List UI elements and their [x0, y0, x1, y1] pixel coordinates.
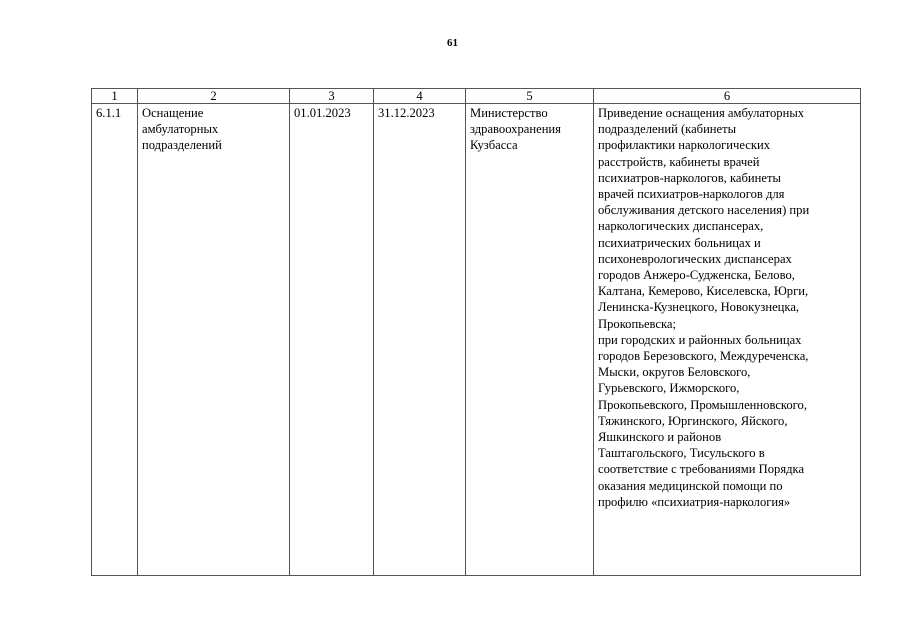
result-line: городов Березовского, Междуреченска,: [598, 349, 809, 364]
expected-result-cell: [594, 104, 861, 576]
measures-table: [91, 88, 861, 576]
result-line: Приведение оснащения амбулаторных: [598, 106, 805, 120]
header-cell-6: 6: [594, 89, 861, 104]
result-line: психоневрологических диспансерах: [598, 251, 792, 266]
header-cell-2: 2: [138, 89, 290, 104]
executor-line: Кузбасса: [470, 138, 518, 153]
result-line: Калтана, Кемерово, Киселевска, Юрги,: [598, 284, 809, 299]
table-row: [92, 104, 861, 576]
result-line: врачей психиатров-наркологов для: [598, 187, 785, 202]
header-row: [92, 89, 861, 104]
result-line: подразделений (кабинеты: [598, 122, 737, 137]
end-date-cell: 31.12.2023: [374, 104, 466, 576]
result-line: оказания медицинской помощи по: [598, 478, 783, 493]
header-cell-4: 4: [374, 89, 466, 104]
measure-name-cell: [138, 104, 290, 576]
measure-name-line: Оснащение: [142, 106, 204, 120]
result-line: профилю «психиатрия-наркология»: [598, 494, 791, 509]
header-cell-5: 5: [466, 89, 594, 104]
executor-line: здравоохранения: [470, 122, 561, 137]
result-line: наркологических диспансерах,: [598, 219, 764, 234]
result-line: Гурьевского, Ижморского,: [598, 381, 740, 396]
result-line: Прокопьевского, Промышленновского,: [598, 397, 807, 412]
result-line: Мыски, округов Беловского,: [598, 365, 751, 380]
result-line: Тяжинского, Юргинского, Яйского,: [598, 413, 788, 428]
header-cell-3: 3: [290, 89, 374, 104]
result-line: обслуживания детского населения) при: [598, 203, 810, 218]
result-line: психиатрических больницах и: [598, 235, 761, 250]
measure-name-line: амбулаторных: [142, 122, 219, 137]
measure-name-line: подразделений: [142, 138, 222, 153]
item-number-cell: 6.1.1: [92, 104, 138, 576]
result-line: Ленинска-Кузнецкого, Новокузнецка,: [598, 300, 800, 315]
result-line: расстройств, кабинеты врачей: [598, 154, 760, 169]
result-line: городов Анжеро-Судженска, Белово,: [598, 268, 795, 283]
result-line: Таштагольского, Тисульского в: [598, 446, 765, 461]
result-line: Яшкинского и районов: [598, 430, 722, 445]
executor-cell: [466, 104, 594, 576]
result-line: соответствие с требованиями Порядка: [598, 462, 805, 477]
result-line: психиатров-наркологов, кабинеты: [598, 170, 781, 185]
result-line: профилактики наркологических: [598, 138, 771, 153]
result-line: Прокопьевска;: [598, 316, 677, 331]
executor-line: Министерство: [470, 106, 548, 120]
result-line: при городских и районных больницах: [598, 332, 802, 347]
header-cell-1: 1: [92, 89, 138, 104]
page-number: 61: [447, 37, 458, 49]
start-date-cell: 01.01.2023: [290, 104, 374, 576]
